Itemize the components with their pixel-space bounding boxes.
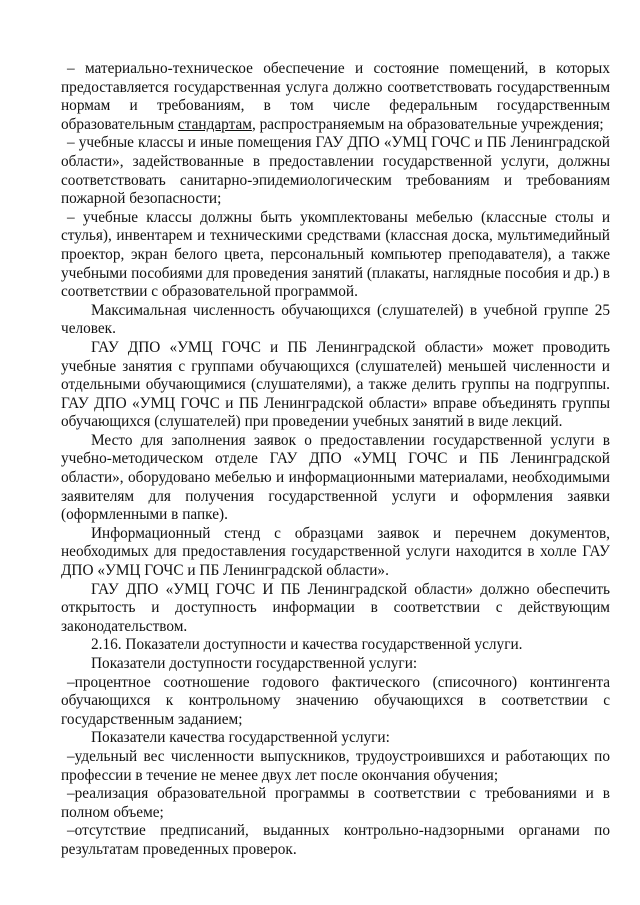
body-paragraph	[61, 339, 610, 432]
body-paragraph	[61, 302, 610, 339]
body-paragraph	[61, 636, 610, 655]
body-paragraph	[61, 432, 610, 525]
list-item-paragraph	[61, 134, 610, 208]
body-paragraph	[61, 729, 610, 748]
text-run: Показатели доступности государственной услуги:	[91, 655, 418, 672]
text-run: –удельный вес численности выпускников, трудоустроившихся и работающих по профессии в течение не менее двух лет после окончания обучения;	[61, 747, 610, 784]
text-run: ГАУ ДПО «УМЦ ГОЧС И ПБ Ленинградской области» должно обеспечить открытость и доступность информации в соответствии с действующим законодательством.	[61, 580, 610, 635]
text-run: –процентное соотношение годового фактического (списочного) контингента обучающихся к контрольному значению обучающихся в соответствии с государственным заданием;	[61, 673, 610, 728]
text-run: , распространяемым на образовательные учреждения;	[251, 115, 604, 133]
text-run: –отсутствие предписаний, выданных контрольно-надзорными органами по результатам проведенных проверок.	[61, 822, 610, 858]
text-run: – учебные классы и иные помещения ГАУ ДПО «УМЦ ГОЧС и ПБ Ленинградской области», задействованные в предоставлении государственной услуги, должны соответствовать санитарно-эпидемиологическим требованиям и требованиям пожарной безопасности;	[61, 134, 610, 208]
text-run: Место для заполнения заявок о предоставлении государственной услуги в учебно-методическом отделе ГАУ ДПО «УМЦ ГОЧС и ПБ Ленинградской области», оборудовано мебелью и информационными материалами, необходимыми заявителям для получения государственной услуги и оформления заявки (оформленными в папке).	[61, 431, 610, 524]
document-body	[61, 60, 610, 860]
body-paragraph	[61, 581, 610, 637]
list-item-paragraph	[61, 209, 610, 302]
text-run: Информационный стенд с образцами заявок и перечнем документов, необходимых для предоставления государственной услуги находится в холле ГАУ ДПО «УМЦ ГОЧС и ПБ Ленинградской области».	[61, 524, 610, 580]
list-item-paragraph	[61, 748, 610, 785]
text-run: –реализация образовательной программы в соответствии с требованиями и в полном объеме;	[61, 785, 610, 821]
underlined-text: стандартам	[177, 115, 252, 133]
body-paragraph	[61, 655, 610, 674]
list-item-paragraph	[61, 785, 610, 822]
text-run: ГАУ ДПО «УМЦ ГОЧС и ПБ Ленинградской области» может проводить учебные занятия с группами обучающихся (слушателей) меньшей численности и отдельными обучающимися (слушателями), а также делить группы на подгруппы. ГАУ ДПО «УМЦ ГОЧС и ПБ Ленинградской области» вправе объединять группы обучающихся (слушателей) при проведении учебных занятий в виде лекций.	[61, 338, 610, 431]
text-run: 2.16. Показатели доступности и качества государственной услуги.	[91, 636, 523, 654]
body-paragraph	[61, 525, 610, 581]
text-run: Максимальная численность обучающихся (слушателей) в учебной группе 25 человек.	[61, 301, 610, 338]
list-item-paragraph	[61, 674, 610, 730]
text-run: – учебные классы должны быть укомплектованы мебелью (классные столы и стулья), инвентарем и техническими средствами (классная доска, мультимедийный проектор, экран белого цвета, персональный компьютер преподавателя), а также учебными пособиями для проведения занятий (плакаты, наглядные пособия и др.) в соответствии с образовательной программой.	[61, 208, 610, 301]
text-run: Показатели качества государственной услуги:	[91, 729, 390, 747]
list-item-paragraph	[61, 60, 610, 134]
list-item-paragraph	[61, 822, 610, 859]
text-run: – материально-техническое обеспечение и состояние помещений, в которых предоставляется государственная услуга должно соответствовать государственным нормам и требованиям, в том числе федеральным государственным образовательным	[61, 60, 610, 133]
